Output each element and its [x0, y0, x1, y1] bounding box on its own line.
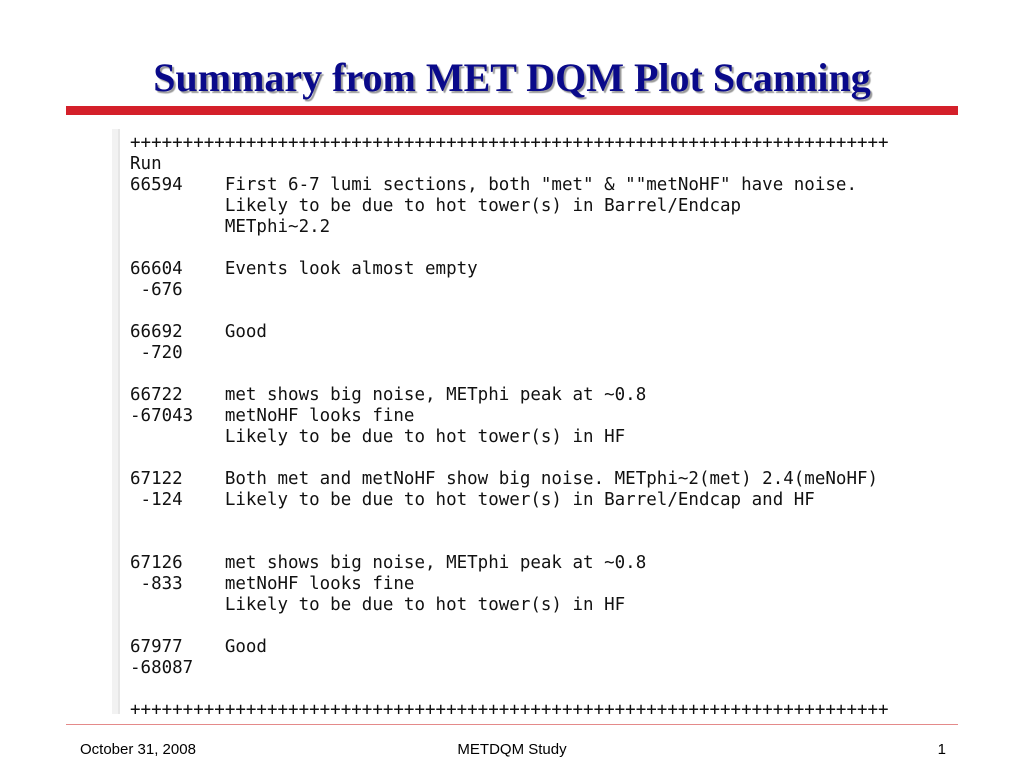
- text-line: 67977 Good: [130, 637, 267, 657]
- text-line: -833 metNoHF looks fine: [130, 574, 415, 594]
- text-line: -676: [130, 280, 183, 300]
- footer-date: October 31, 2008: [80, 741, 196, 758]
- text-line: -124 Likely to be due to hot tower(s) in Barrel/Endcap and HF: [130, 490, 815, 510]
- text-line: 66722 met shows big noise, METphi peak at ~0.8: [130, 385, 647, 405]
- text-line: Likely to be due to hot tower(s) in HF: [130, 427, 626, 447]
- separator-line-bottom: ++++++++++++++++++++++++++++++++++++++++++++++++++++++++++++++++++++++++: [130, 700, 889, 720]
- slide-title: Summary from MET DQM Plot Scanning: [153, 55, 871, 100]
- footer-title: METDQM Study: [457, 741, 567, 758]
- page-number: 1: [937, 741, 946, 758]
- text-line: -67043 metNoHF looks fine: [130, 406, 415, 426]
- title-underline: [66, 106, 958, 115]
- text-line: Likely to be due to hot tower(s) in HF: [130, 595, 626, 615]
- text-line: -720: [130, 343, 183, 363]
- text-line: METphi~2.2: [130, 217, 331, 237]
- text-line: 66594 First 6-7 lumi sections, both "met" & ""metNoHF" have noise.: [130, 175, 857, 195]
- separator-line-top: ++++++++++++++++++++++++++++++++++++++++++++++++++++++++++++++++++++++++: [130, 133, 889, 153]
- text-line: -68087: [130, 658, 194, 678]
- run-header: Run: [130, 154, 162, 174]
- text-line: Likely to be due to hot tower(s) in Barrel/Endcap: [130, 196, 742, 216]
- text-line: 67122 Both met and metNoHF show big noise. METphi~2(met) 2.4(meNoHF): [130, 469, 879, 489]
- footer-divider: [66, 724, 958, 725]
- text-line: 67126 met shows big noise, METphi peak at ~0.8: [130, 553, 647, 573]
- text-line: 66692 Good: [130, 322, 267, 342]
- text-line: 66604 Events look almost empty: [130, 259, 478, 279]
